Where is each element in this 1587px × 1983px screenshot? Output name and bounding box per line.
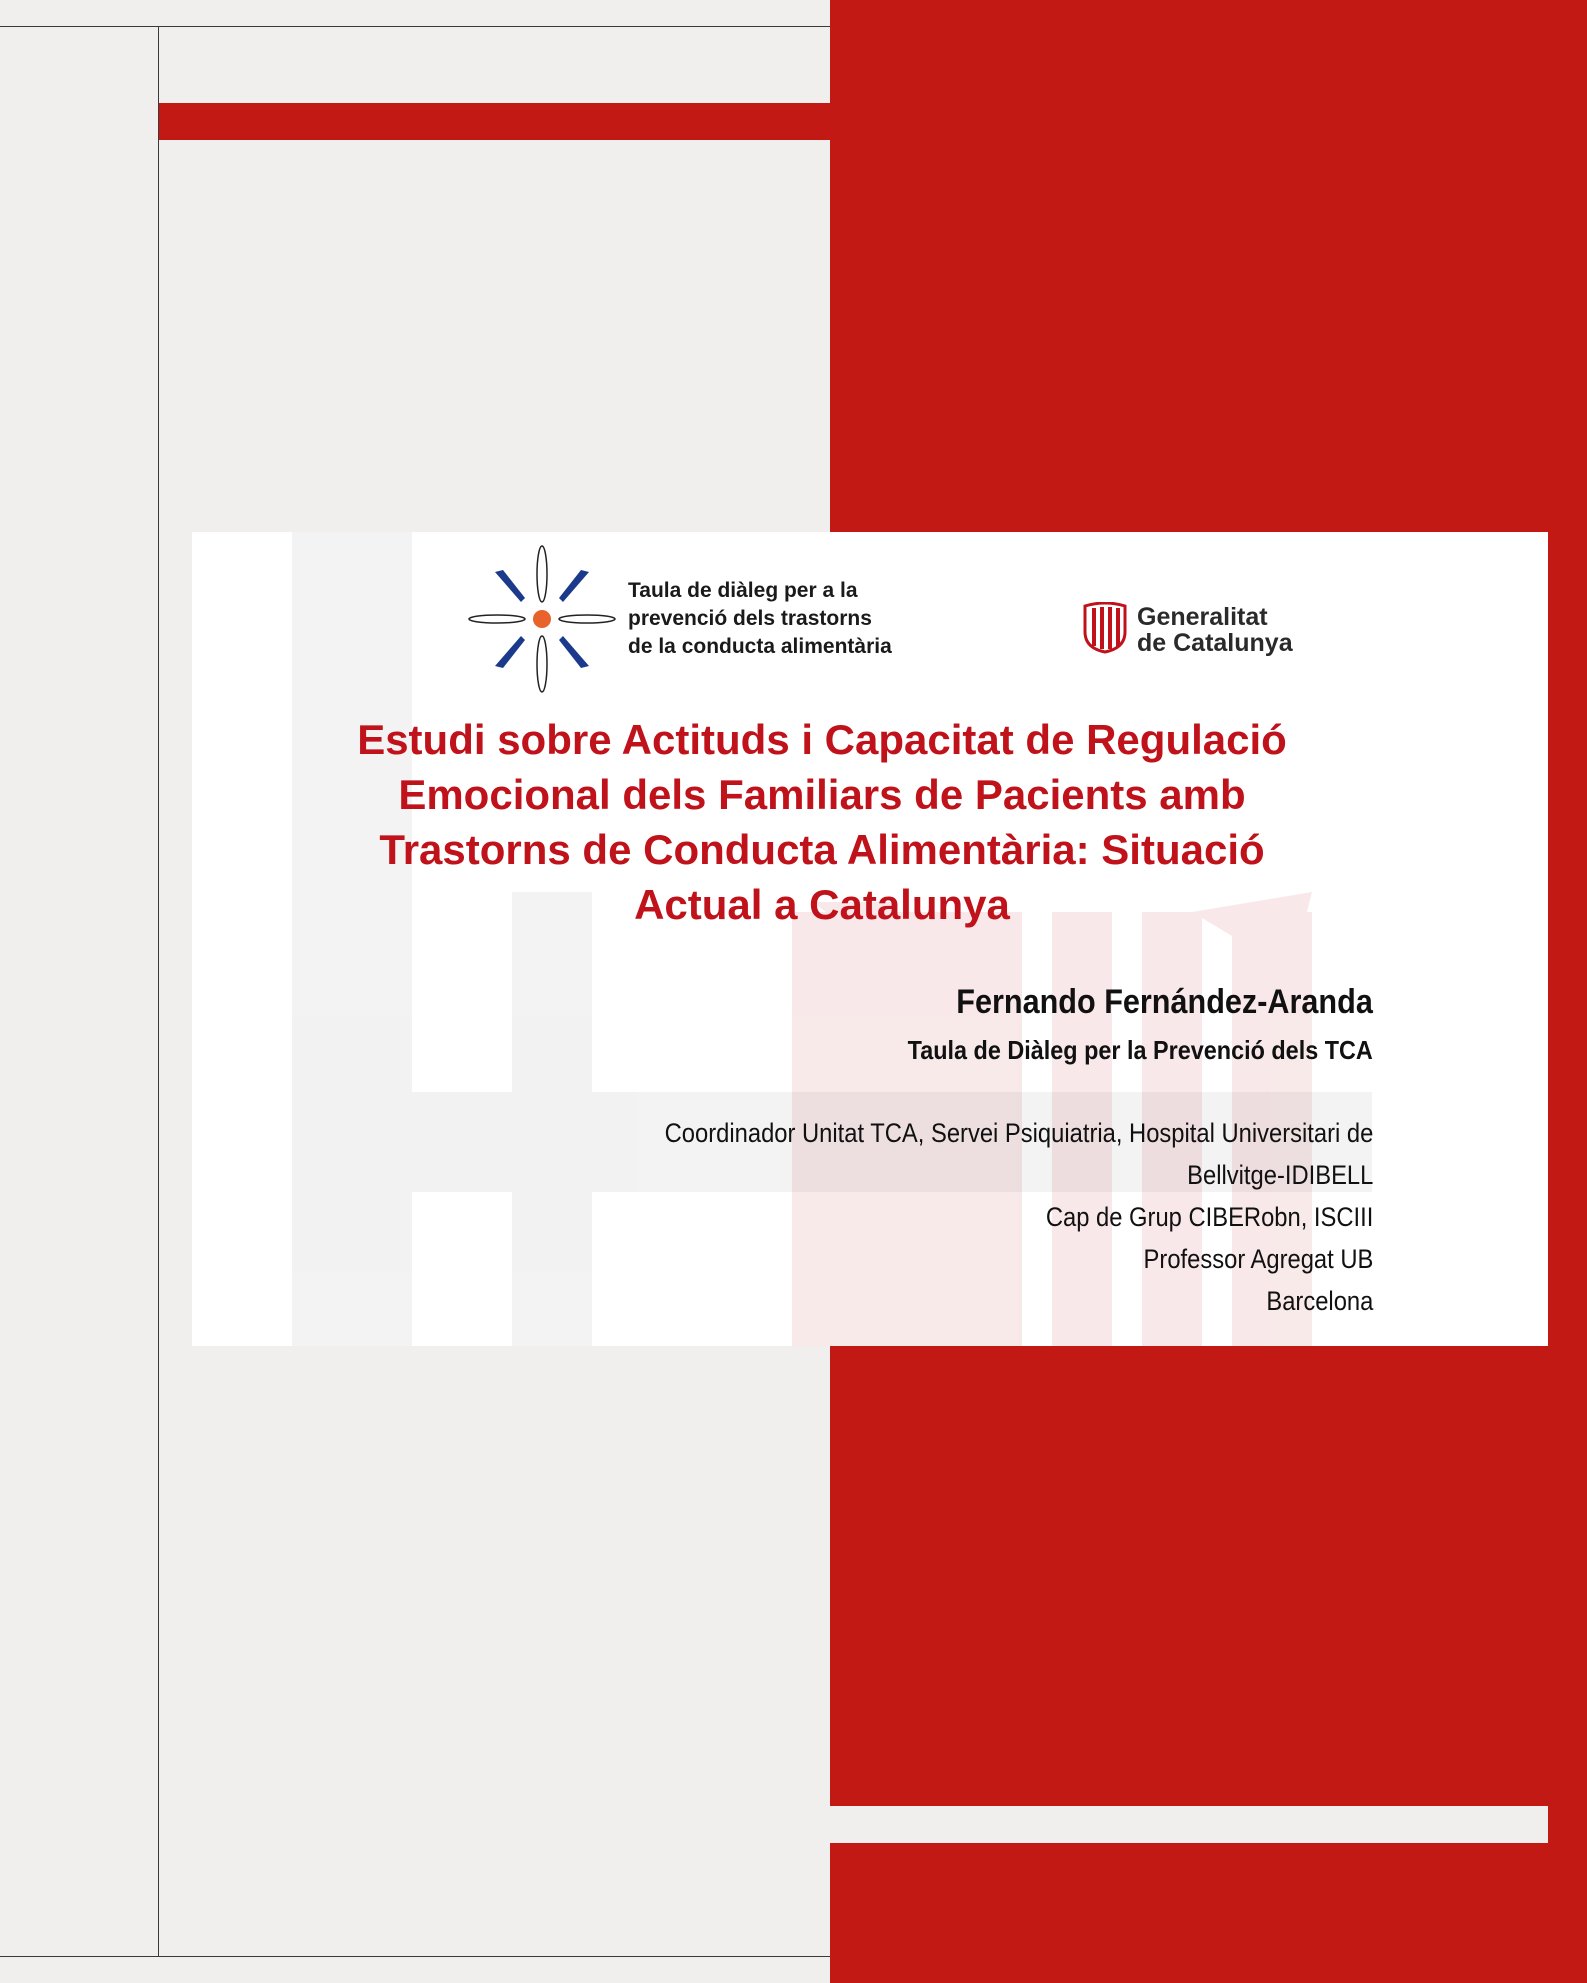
author-name: Fernando Fernández-Aranda [956, 983, 1373, 1021]
light-divider-strip [830, 1806, 1548, 1843]
generalitat-logo-line: Generalitat [1137, 603, 1268, 631]
affiliations [664, 1112, 1373, 1322]
left-margin-line [158, 26, 159, 1956]
asterisk-flower-icon [467, 544, 617, 694]
taula-logo-line: de la conducta alimentària [628, 635, 892, 658]
bottom-red-panel [830, 1843, 1587, 1983]
top-border-line [0, 26, 830, 27]
affiliation-line: Professor Agregat UB [1143, 1244, 1373, 1274]
title-slide [192, 532, 1548, 1346]
title-line: Trastorns de Conducta Alimentària: Situació [379, 826, 1265, 873]
bottom-right-red-strip [1548, 1806, 1587, 1843]
affiliation-line: Cap de Grup CIBERobn, ISCIII [1045, 1202, 1373, 1232]
generalitat-logo-line: de Catalunya [1137, 629, 1293, 657]
affiliation-line: Coordinador Unitat TCA, Servei Psiquiatria, Hospital Universitari de [664, 1118, 1373, 1148]
affiliation-line: Bellvitge-IDIBELL [1186, 1160, 1373, 1190]
title-line: Actual a Catalunya [634, 881, 1010, 928]
bottom-border-line [0, 1956, 830, 1957]
generalitat-logo-text [1137, 604, 1293, 656]
title-line: Emocional dels Familiars de Pacients amb [398, 771, 1246, 818]
author-group: Taula de Diàleg per la Prevenció dels TCA [907, 1035, 1373, 1065]
affiliation-line: Barcelona [1265, 1286, 1373, 1316]
catalan-shield-icon [1082, 602, 1128, 654]
taula-logo-text [628, 577, 892, 661]
title-line: Estudi sobre Actituds i Capacitat de Regulació [357, 716, 1287, 763]
taula-logo-line: Taula de diàleg per a la [628, 579, 858, 602]
top-red-bar [159, 103, 830, 140]
slide-title [312, 712, 1332, 932]
taula-logo-line: prevenció dels trastorns [628, 607, 872, 630]
